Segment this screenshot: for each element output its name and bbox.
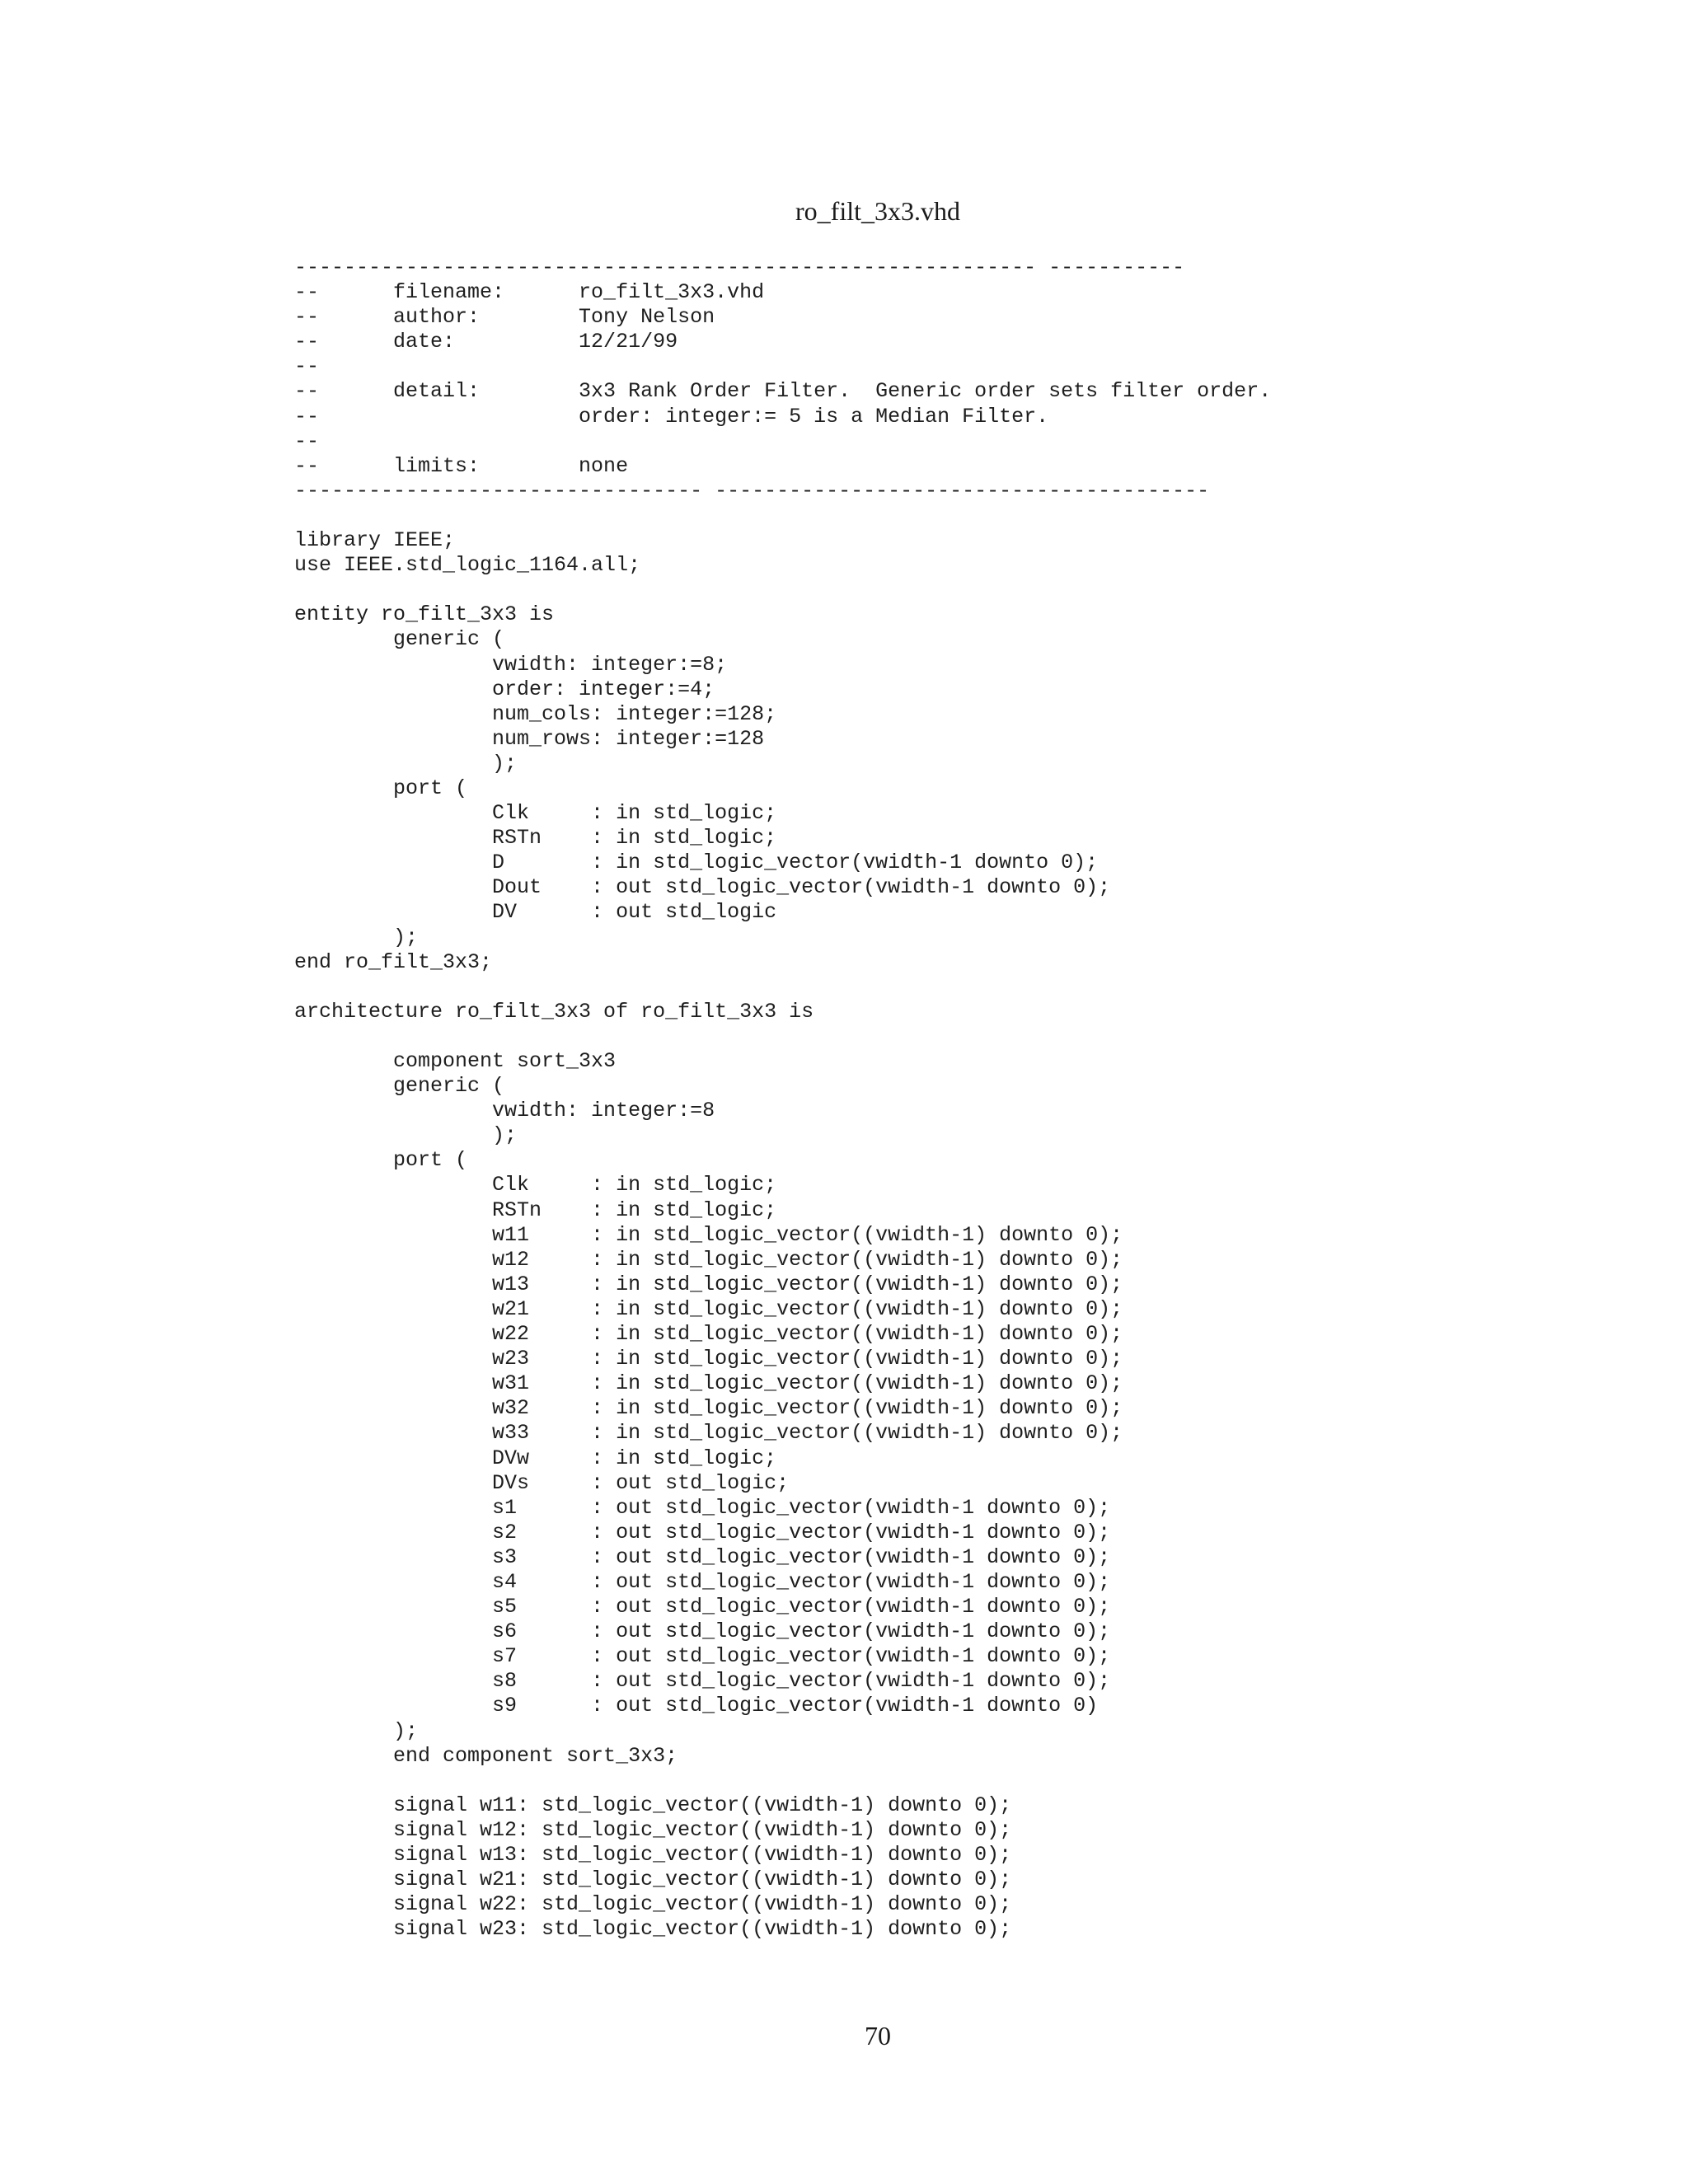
code-line: s1 : out std_logic_vector(vwidth-1 downto 0); <box>294 1495 1111 1520</box>
code-line: RSTn : in std_logic; <box>294 1197 777 1222</box>
code-line: -- <box>294 429 320 453</box>
code-line: ); <box>294 751 518 776</box>
code-line: w13 : in std_logic_vector((vwidth-1) downto 0); <box>294 1272 1123 1296</box>
code-line: -- <box>294 354 320 379</box>
code-line: s3 : out std_logic_vector(vwidth-1 downto 0); <box>294 1544 1111 1569</box>
code-line: -- limits: none <box>294 453 629 478</box>
code-line <box>294 578 1271 602</box>
code-line: entity ro_filt_3x3 is <box>294 602 555 627</box>
code-line: use IEEE.std_logic_1164.all; <box>294 553 641 578</box>
code-line: s2 : out std_logic_vector(vwidth-1 downto 0); <box>294 1520 1111 1544</box>
code-line: s6 : out std_logic_vector(vwidth-1 downto 0); <box>294 1619 1111 1644</box>
code-line: w22 : in std_logic_vector((vwidth-1) downto 0); <box>294 1322 1123 1347</box>
code-line: Clk : in std_logic; <box>294 1173 777 1197</box>
code-listing <box>294 255 1271 1942</box>
code-line <box>294 975 1271 1000</box>
code-line: ); <box>294 1718 419 1743</box>
code-line <box>294 504 1271 528</box>
code-line <box>294 1769 1271 1793</box>
code-line: signal w23: std_logic_vector((vwidth-1) downto 0); <box>294 1917 1012 1942</box>
code-line: end component sort_3x3; <box>294 1743 678 1768</box>
code-line: port ( <box>294 1148 468 1173</box>
code-line: generic ( <box>294 627 505 652</box>
code-line: signal w21: std_logic_vector((vwidth-1) downto 0); <box>294 1868 1012 1892</box>
code-line: w11 : in std_logic_vector((vwidth-1) downto 0); <box>294 1222 1123 1247</box>
code-line: order: integer:=4; <box>294 677 715 701</box>
code-line <box>294 1024 1271 1049</box>
code-line: num_cols: integer:=128; <box>294 701 777 726</box>
code-line: library IEEE; <box>294 528 456 553</box>
code-line: w32 : in std_logic_vector((vwidth-1) downto 0); <box>294 1396 1123 1421</box>
code-line: s4 : out std_logic_vector(vwidth-1 downto 0); <box>294 1569 1111 1594</box>
code-line: -- date: 12/21/99 <box>294 330 678 354</box>
code-line: generic ( <box>294 1074 505 1099</box>
code-line: DVs : out std_logic; <box>294 1470 790 1495</box>
code-line: w21 : in std_logic_vector((vwidth-1) downto 0); <box>294 1296 1123 1321</box>
code-line: vwidth: integer:=8 <box>294 1099 715 1123</box>
code-line: w33 : in std_logic_vector((vwidth-1) downto 0); <box>294 1421 1123 1446</box>
code-line: ------------------------------------------------------------ ----------- <box>294 255 1185 279</box>
code-line: signal w13: std_logic_vector((vwidth-1) downto 0); <box>294 1843 1012 1867</box>
code-line: -- order: integer:= 5 is a Median Filter. <box>294 404 1049 429</box>
code-line: port ( <box>294 776 468 800</box>
code-line: Dout : out std_logic_vector(vwidth-1 downto 0); <box>294 875 1111 900</box>
code-line: ); <box>294 925 419 949</box>
code-line: s7 : out std_logic_vector(vwidth-1 downto 0); <box>294 1644 1111 1669</box>
code-line: RSTn : in std_logic; <box>294 826 777 851</box>
code-line: signal w22: std_logic_vector((vwidth-1) downto 0); <box>294 1892 1012 1917</box>
code-line: w31 : in std_logic_vector((vwidth-1) downto 0); <box>294 1371 1123 1396</box>
code-line: D : in std_logic_vector(vwidth-1 downto 0); <box>294 851 1099 875</box>
code-line: -- filename: ro_filt_3x3.vhd <box>294 280 765 305</box>
code-line: w23 : in std_logic_vector((vwidth-1) downto 0); <box>294 1347 1123 1371</box>
code-line: ); <box>294 1123 518 1148</box>
code-line: component sort_3x3 <box>294 1049 617 1073</box>
code-line: vwidth: integer:=8; <box>294 652 728 677</box>
code-line: signal w12: std_logic_vector((vwidth-1) downto 0); <box>294 1817 1012 1842</box>
code-line: --------------------------------- ---------------------------------------- <box>294 478 1210 503</box>
code-line: s9 : out std_logic_vector(vwidth-1 downto 0) <box>294 1694 1099 1718</box>
code-line: Clk : in std_logic; <box>294 801 777 826</box>
code-line: end ro_filt_3x3; <box>294 949 493 974</box>
code-line: s8 : out std_logic_vector(vwidth-1 downto 0); <box>294 1669 1111 1694</box>
page-number: 70 <box>865 2021 891 2050</box>
code-line: num_rows: integer:=128 <box>294 726 765 751</box>
code-line: w12 : in std_logic_vector((vwidth-1) downto 0); <box>294 1247 1123 1272</box>
code-line: -- detail: 3x3 Rank Order Filter. Generic order sets filter order. <box>294 379 1272 404</box>
code-line: DVw : in std_logic; <box>294 1446 777 1470</box>
code-line: DV : out std_logic <box>294 900 777 925</box>
code-line: -- author: Tony Nelson <box>294 305 715 330</box>
code-line: s5 : out std_logic_vector(vwidth-1 downto 0); <box>294 1595 1111 1619</box>
code-line: signal w11: std_logic_vector((vwidth-1) downto 0); <box>294 1793 1012 1817</box>
page-title: ro_filt_3x3.vhd <box>795 196 960 226</box>
code-line: architecture ro_filt_3x3 of ro_filt_3x3 is <box>294 999 814 1024</box>
